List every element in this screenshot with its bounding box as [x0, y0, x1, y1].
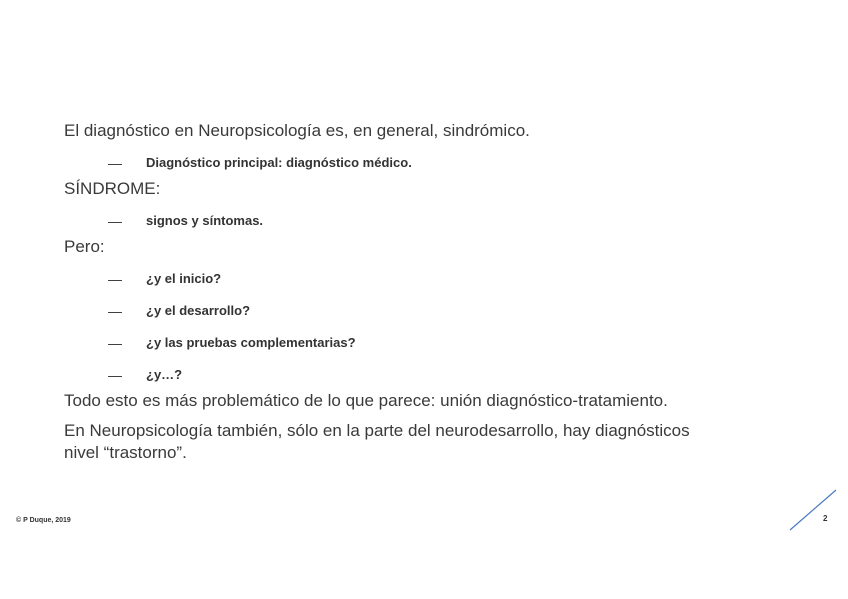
dash-bullet: — — [108, 367, 122, 383]
line-sindrome — [64, 178, 784, 200]
bullet-diagnostico-principal — [64, 152, 784, 174]
dash-bullet: — — [108, 335, 122, 351]
dash-bullet: — — [108, 155, 122, 171]
bullet-text: signos y síntomas. — [146, 213, 264, 228]
line-diagnostico-sindromico — [64, 120, 784, 142]
line-text: Pero: — [64, 237, 105, 256]
bullet-text: Diagnóstico principal: diagnóstico médico. — [146, 155, 412, 170]
line-pero — [64, 236, 784, 258]
bullet-signos-sintomas — [64, 210, 784, 232]
line-text: En Neuropsicología también, sólo en la parte del neurodesarrollo, hay diagnósticos — [64, 421, 690, 440]
bullet-text: ¿y las pruebas complementarias? — [146, 335, 356, 350]
corner-accent-line — [788, 488, 838, 532]
page-number: 2 — [823, 514, 828, 523]
dash-bullet: — — [108, 271, 122, 287]
dash-bullet: — — [108, 213, 122, 229]
bullet-pruebas — [64, 332, 784, 354]
line-todo-esto — [64, 390, 784, 412]
copyright-footer: © P Duque, 2019 — [16, 517, 71, 524]
line-nivel-trastorno — [64, 442, 784, 464]
bullet-text: ¿y el desarrollo? — [146, 303, 251, 318]
line-text: Todo esto es más problemático de lo que parece: unión diagnóstico-tratamiento. — [64, 391, 668, 410]
dash-bullet: — — [108, 303, 122, 319]
bullet-text: ¿y…? — [146, 367, 183, 382]
line-text: El diagnóstico en Neuropsicología es, en general, sindrómico. — [64, 121, 530, 140]
bullet-inicio — [64, 268, 784, 290]
line-neuropsicologia-tambien — [64, 420, 784, 442]
bullet-y — [64, 364, 784, 386]
line-text: nivel “trastorno”. — [64, 443, 187, 462]
line-text: SÍNDROME: — [64, 179, 161, 198]
bullet-desarrollo — [64, 300, 784, 322]
bullet-text: ¿y el inicio? — [146, 271, 222, 286]
slide-body — [64, 120, 784, 462]
